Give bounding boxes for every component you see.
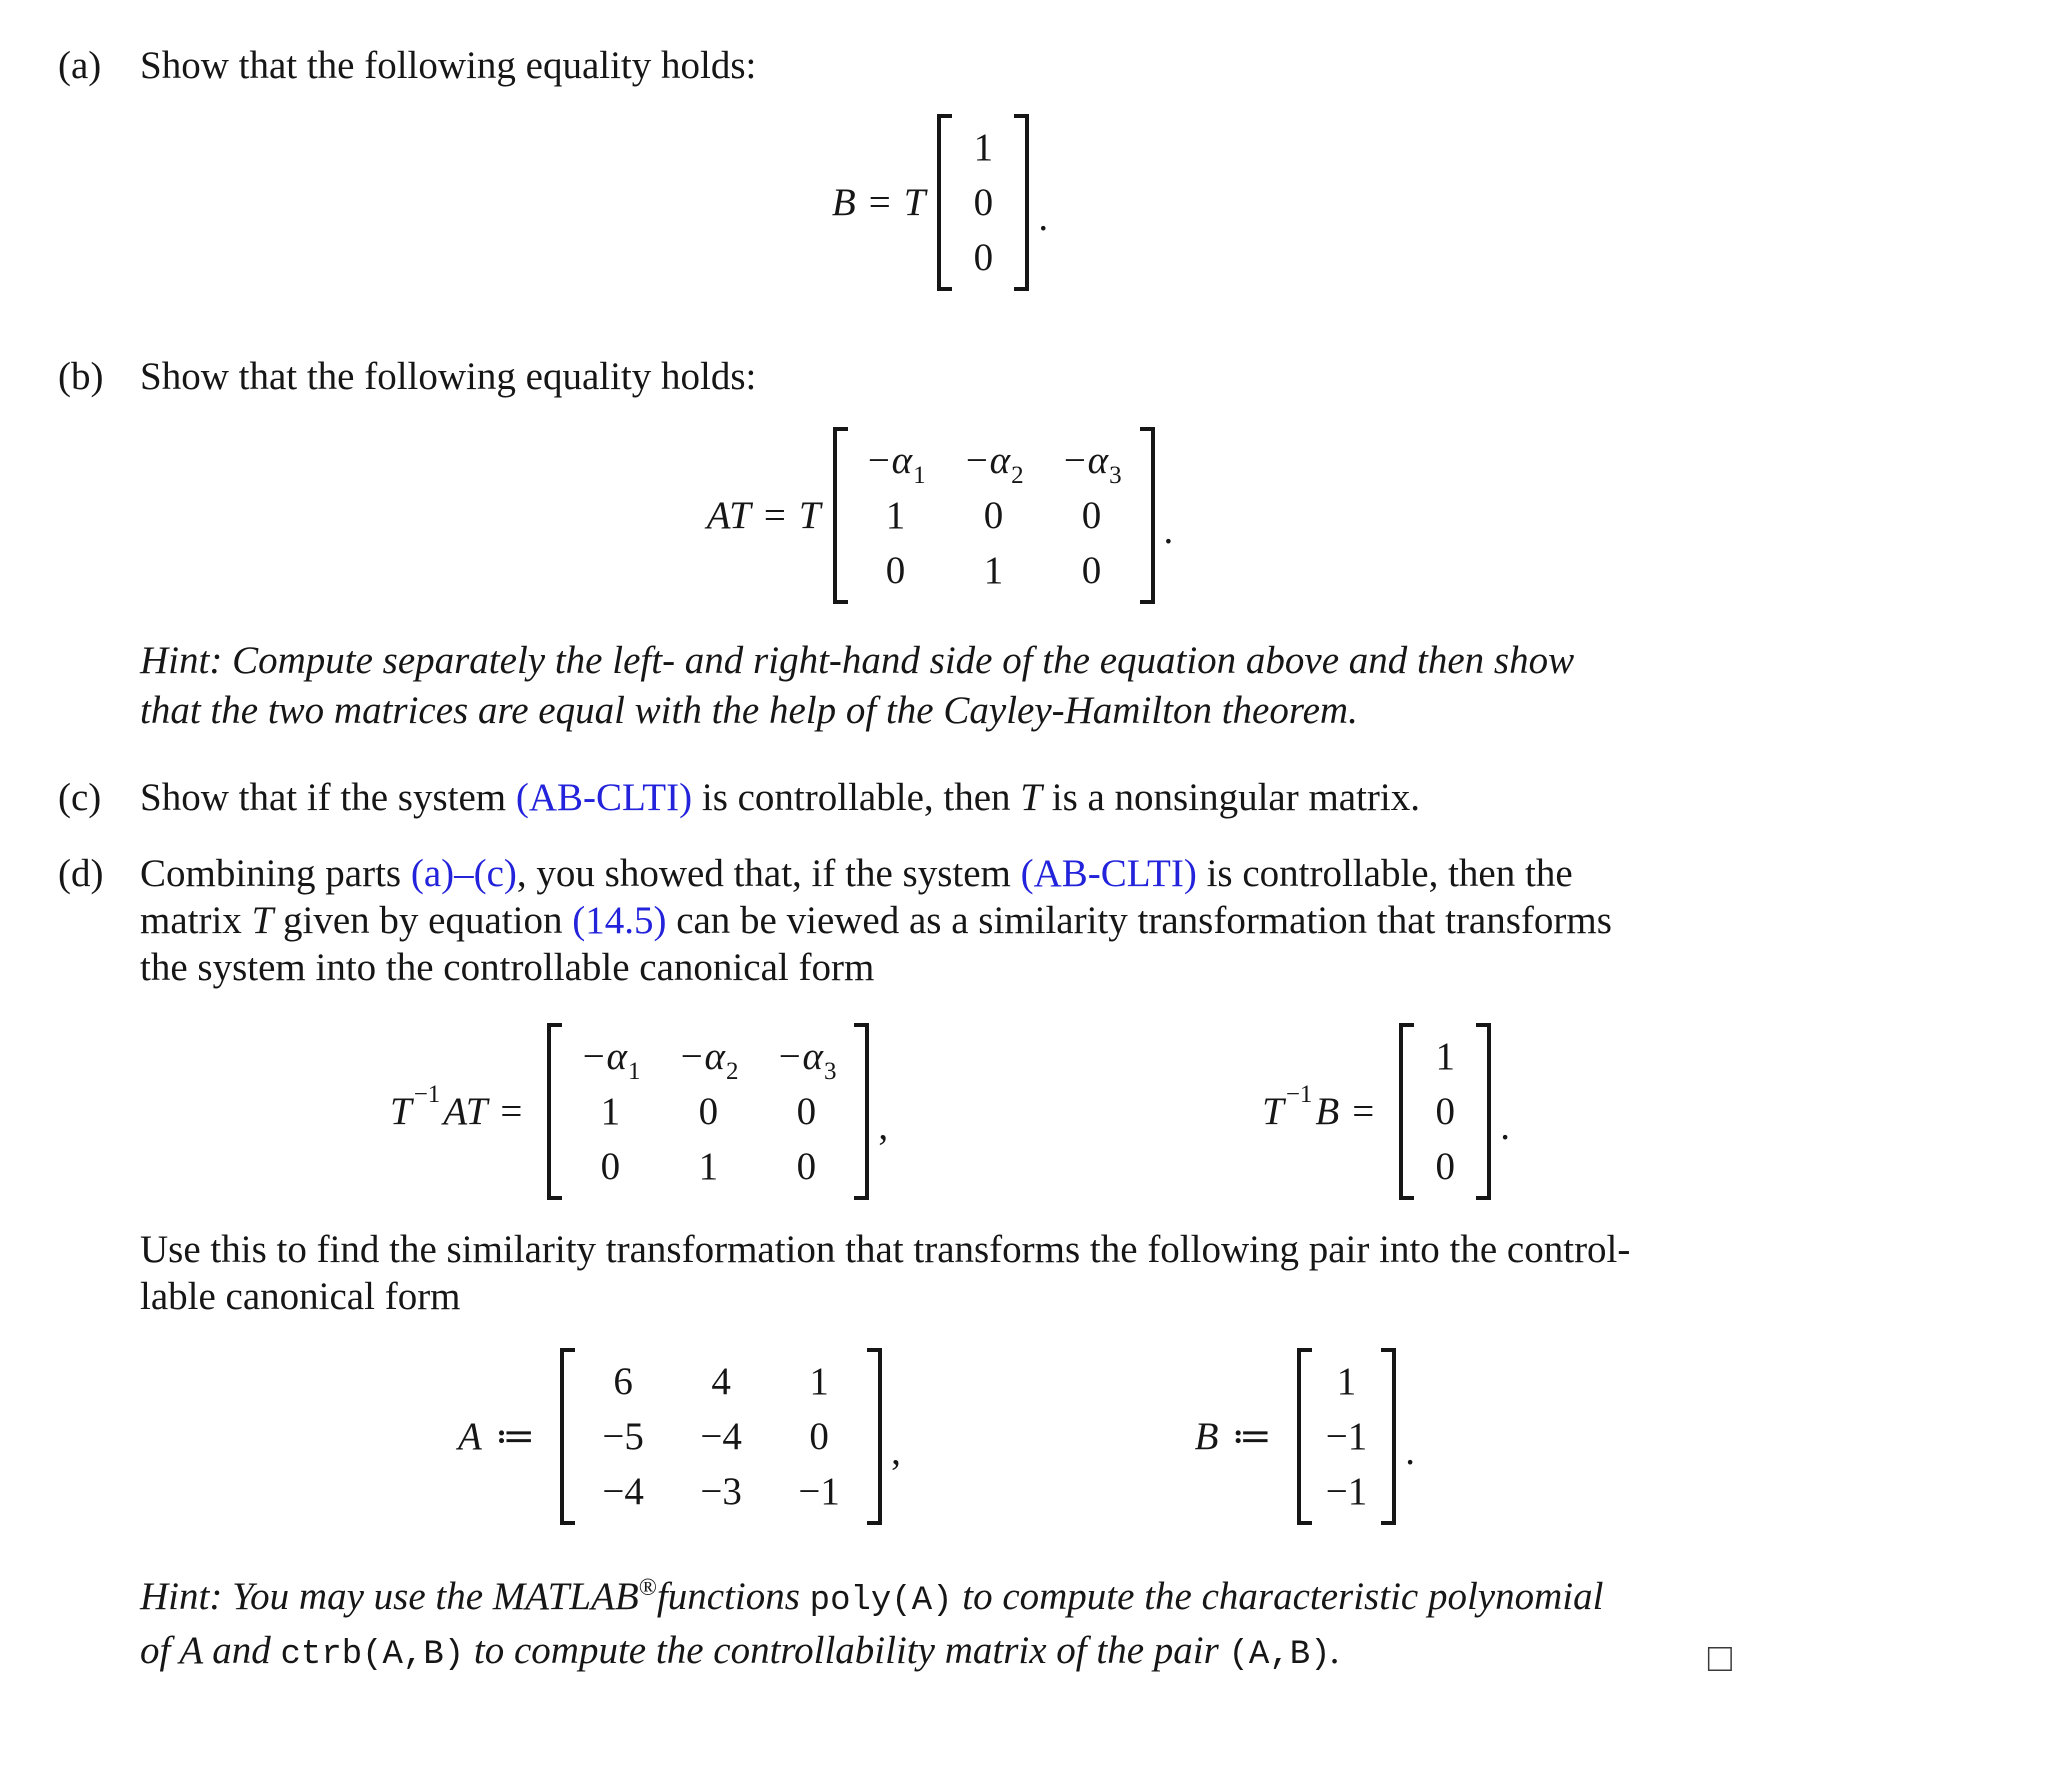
canonical-form-equations <box>140 1023 1740 1200</box>
vector-entry: 0 <box>973 181 994 224</box>
var-T: T <box>390 1090 412 1133</box>
link-ab-clti[interactable]: (AB-CLTI) <box>1020 852 1197 895</box>
part-d-text: , you showed that, if the system <box>516 852 1021 895</box>
var-AT: AT <box>706 494 751 537</box>
part-b <box>0 353 2046 401</box>
code-pair-ab: (A,B) <box>1228 1636 1331 1674</box>
right-bracket <box>1140 427 1155 604</box>
vector-entry: −1 <box>1325 1470 1368 1513</box>
equation-punctuation: . <box>1038 196 1049 239</box>
matrix-entry: 0 <box>796 1145 817 1188</box>
hint-text: . <box>1330 1629 1341 1672</box>
var-A: A <box>458 1415 482 1458</box>
equation-b-row <box>140 427 1740 604</box>
right-bracket <box>1476 1023 1491 1200</box>
link-ab-clti[interactable]: (AB-CLTI) <box>515 776 693 819</box>
hint-text: functions <box>656 1575 810 1618</box>
hint-line: Hint: Compute separately the left- and right-hand side of the equation above and then show <box>140 639 1575 682</box>
hint-text: to compute the characteristic polynomial <box>952 1575 1604 1618</box>
equation-punctuation: , <box>878 1105 889 1148</box>
vector-entry: 0 <box>1435 1145 1455 1188</box>
hint-matlab <box>140 1563 1740 1680</box>
hint-text: of <box>140 1629 180 1672</box>
part-c-text: Show that if the system <box>140 776 516 819</box>
left-bracket <box>833 427 848 604</box>
registered-trademark-icon: ® <box>638 1575 657 1601</box>
equation-punctuation: . <box>1500 1105 1510 1148</box>
column-vector <box>1399 1023 1491 1200</box>
matrix-entry: 0 <box>983 494 1004 537</box>
equation-b <box>707 427 1174 604</box>
hint-text: Hint: You may use the MATLAB <box>140 1575 639 1618</box>
var-AT: AT <box>443 1090 488 1133</box>
matrix-entry: $-\alpha_1$ <box>865 439 926 489</box>
var-B: B <box>831 181 856 224</box>
part-d-text: Combining parts <box>140 852 411 895</box>
matrix-entry: 4 <box>711 1360 731 1403</box>
var-B: B <box>1315 1090 1340 1133</box>
var-B: B <box>1194 1415 1219 1458</box>
matrix-entry: −3 <box>700 1470 742 1513</box>
left-bracket <box>1297 1348 1312 1525</box>
link-eq-14-5[interactable]: (14.5) <box>572 899 667 942</box>
part-b-label: (b) <box>58 355 104 398</box>
part-d-text: is controllable, then the <box>1196 852 1573 895</box>
part-d-label: (d) <box>58 852 104 895</box>
right-bracket <box>1014 114 1029 291</box>
left-bracket <box>937 114 952 291</box>
equation-punctuation: , <box>891 1430 901 1473</box>
right-bracket <box>854 1023 869 1200</box>
part-d-text: given by equation <box>273 899 573 942</box>
matrix-entry: −4 <box>602 1470 644 1513</box>
equation-punctuation: . <box>1405 1430 1415 1473</box>
code-poly: poly(A) <box>809 1582 953 1620</box>
matrix-entry: 1 <box>698 1145 719 1188</box>
vector-entry: 0 <box>973 236 994 279</box>
matrix-entry: 0 <box>796 1090 817 1133</box>
matrix-entry: 1 <box>600 1090 621 1133</box>
companion-matrix <box>833 427 1155 604</box>
vector-entry: 1 <box>1435 1035 1455 1078</box>
var-T: T <box>251 899 274 942</box>
equation-similarity-B: T −1 B = 1 0 0 . <box>1262 1023 1510 1200</box>
var-T: T <box>1262 1090 1284 1133</box>
part-d-text: the system into the controllable canonical form <box>140 946 875 989</box>
equation-a <box>832 114 1048 291</box>
equation-punctuation: . <box>1163 509 1174 552</box>
hint-text: and <box>202 1629 281 1672</box>
colon-equals-sign: ≔ <box>1231 1415 1272 1458</box>
qed-square-icon: □ <box>1707 1635 1732 1680</box>
left-bracket <box>1399 1023 1414 1200</box>
vector-entry: 0 <box>1435 1090 1455 1133</box>
definition-vector-B <box>1195 1348 1415 1525</box>
part-a <box>0 42 2046 90</box>
matrix-entry: $-\alpha_2$ <box>963 439 1024 489</box>
equals-sign: = <box>868 181 891 224</box>
matrix-entry: 0 <box>809 1415 829 1458</box>
matrix-entry: 1 <box>885 494 906 537</box>
hint-line: that the two matrices are equal with the help of the Cayley-Hamilton theorem. <box>140 689 1358 732</box>
var-T: T <box>1020 776 1042 819</box>
matrix-entry: $-\alpha_3$ <box>1061 439 1122 489</box>
part-c-text: is a nonsingular matrix. <box>1041 776 1421 819</box>
definition-matrix-A <box>458 1348 901 1525</box>
matrix-entry: −4 <box>700 1415 742 1458</box>
left-bracket <box>560 1348 575 1525</box>
companion-matrix <box>547 1023 869 1200</box>
vector-entry: 1 <box>973 126 994 169</box>
part-a-label: (a) <box>58 44 102 87</box>
hint-text: to compute the controllability matrix of the pair <box>464 1629 1229 1672</box>
var-A: A <box>179 1629 203 1672</box>
matrix-entry: 0 <box>1081 494 1102 537</box>
matrix-entry: −1 <box>798 1470 840 1513</box>
part-c <box>0 774 2046 822</box>
vector-entry: −1 <box>1325 1415 1368 1458</box>
part-d-text: matrix <box>140 899 252 942</box>
equals-sign: = <box>763 494 786 537</box>
colon-equals-sign: ≔ <box>494 1415 536 1458</box>
code-ctrb: ctrb(A,B) <box>280 1636 465 1674</box>
right-bracket <box>867 1348 882 1525</box>
part-c-label: (c) <box>58 776 102 819</box>
var-T: T <box>798 494 821 537</box>
equation-a-row <box>140 114 1740 291</box>
matrix-entry: $-\alpha_3$ <box>776 1035 837 1085</box>
vector-entry: 1 <box>1336 1360 1357 1403</box>
matrix-A <box>560 1348 882 1525</box>
left-bracket <box>547 1023 562 1200</box>
column-vector <box>937 114 1029 291</box>
var-T: T <box>903 181 926 224</box>
matrix-entry: $-\alpha_1$ <box>580 1035 641 1085</box>
matrix-entry: 0 <box>698 1090 719 1133</box>
pair-definitions <box>140 1348 1740 1525</box>
matrix-entry: −5 <box>602 1415 644 1458</box>
matrix-entry: 6 <box>613 1360 633 1403</box>
part-a-title: Show that the following equality holds: <box>140 44 757 87</box>
part-c-text: is controllable, then <box>692 776 1021 819</box>
equals-sign: = <box>1352 1090 1375 1133</box>
use-this-paragraph <box>140 1226 1740 1320</box>
part-d-text: can be viewed as a similarity transformation that transforms <box>666 899 1612 942</box>
link-parts-a-c[interactable]: (a)–(c) <box>410 852 517 895</box>
matrix-entry: $-\alpha_2$ <box>678 1035 739 1085</box>
paragraph-line: lable canonical form <box>140 1275 461 1318</box>
right-bracket <box>1381 1348 1396 1525</box>
paragraph-line: Use this to find the similarity transformation that transforms the following pair into the control- <box>140 1228 1631 1271</box>
matrix-entry: 0 <box>600 1145 621 1188</box>
equation-similarity-A: T −1 AT = $-\alpha_1$ $-\alpha_2$ $-\alpha_3$ 1 0 0 0 1 0 , <box>390 1023 888 1200</box>
part-d <box>0 850 2046 991</box>
part-b-title: Show that the following equality holds: <box>140 355 757 398</box>
matrix-entry: 1 <box>809 1360 829 1403</box>
vector-B <box>1297 1348 1397 1525</box>
matrix-entry: 0 <box>1081 549 1102 592</box>
hint-cayley-hamilton <box>140 636 1740 736</box>
matrix-entry: 0 <box>885 549 906 592</box>
matrix-entry: 1 <box>983 549 1004 592</box>
equals-sign: = <box>500 1090 523 1133</box>
